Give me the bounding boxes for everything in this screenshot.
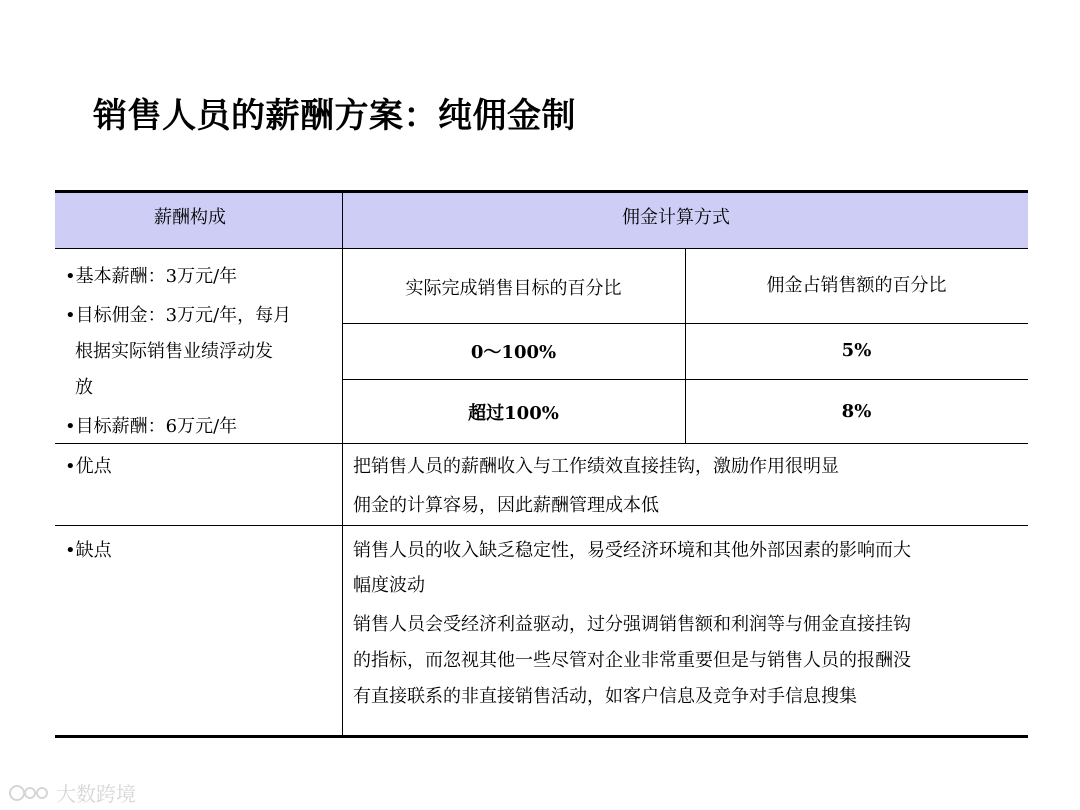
composition-line: •目标薪酬：6万元/年: [65, 416, 238, 437]
pros-line: 佣金的计算容易，因此薪酬管理成本低: [353, 495, 659, 516]
composition-line: •目标佣金：3万元/年，每月: [65, 305, 292, 326]
cons-line: 的指标，而忽视其他一些尽管对企业非常重要但是与销售人员的报酬没: [353, 650, 911, 671]
header-composition-label: 薪酬构成: [154, 207, 226, 228]
cons-line: 销售人员会受经济利益驱动，过分强调销售额和利润等与佣金直接挂钩: [353, 614, 911, 635]
rates-line-1: [342, 323, 1028, 324]
watermark: [8, 778, 136, 807]
cons-label: •缺点: [65, 540, 112, 561]
rate-range-cell: 0～100%: [470, 342, 557, 363]
rates-line-2: [342, 379, 1028, 380]
rates-header-rate: 佣金占销售额的百分比: [766, 275, 947, 296]
header-cell-composition: [55, 193, 342, 249]
rate-value-cell: 8%: [841, 401, 872, 422]
row-line-cons: [55, 525, 1028, 526]
compensation-table: [55, 190, 1028, 738]
cons-line: 幅度波动: [353, 575, 425, 596]
composition-line: 根据实际销售业绩浮动发: [75, 341, 273, 362]
composition-line: 放: [75, 377, 93, 398]
cons-line: 销售人员的收入缺乏稳定性，易受经济环境和其他外部因素的影响而大: [353, 540, 911, 561]
pros-line: 把销售人员的薪酬收入与工作绩效直接挂钩，激励作用很明显: [353, 456, 839, 477]
rates-header-range: 实际完成销售目标的百分比: [405, 278, 622, 299]
watermark-text: 大数跨境: [56, 782, 136, 806]
cons-line: 有直接联系的非直接销售活动，如客户信息及竞争对手信息搜集: [353, 686, 857, 707]
watermark-logo-icon: [8, 782, 52, 804]
rate-range-cell: 超过100%: [468, 403, 559, 424]
composition-line: •基本薪酬：3万元/年: [65, 266, 238, 287]
pros-label: •优点: [65, 456, 112, 477]
header-cell-calculation: [342, 193, 1028, 249]
page-title: 销售人员的薪酬方案：纯佣金制: [93, 96, 576, 136]
header-calculation-label: 佣金计算方式: [622, 207, 730, 228]
rate-value-cell: 5%: [841, 340, 872, 361]
